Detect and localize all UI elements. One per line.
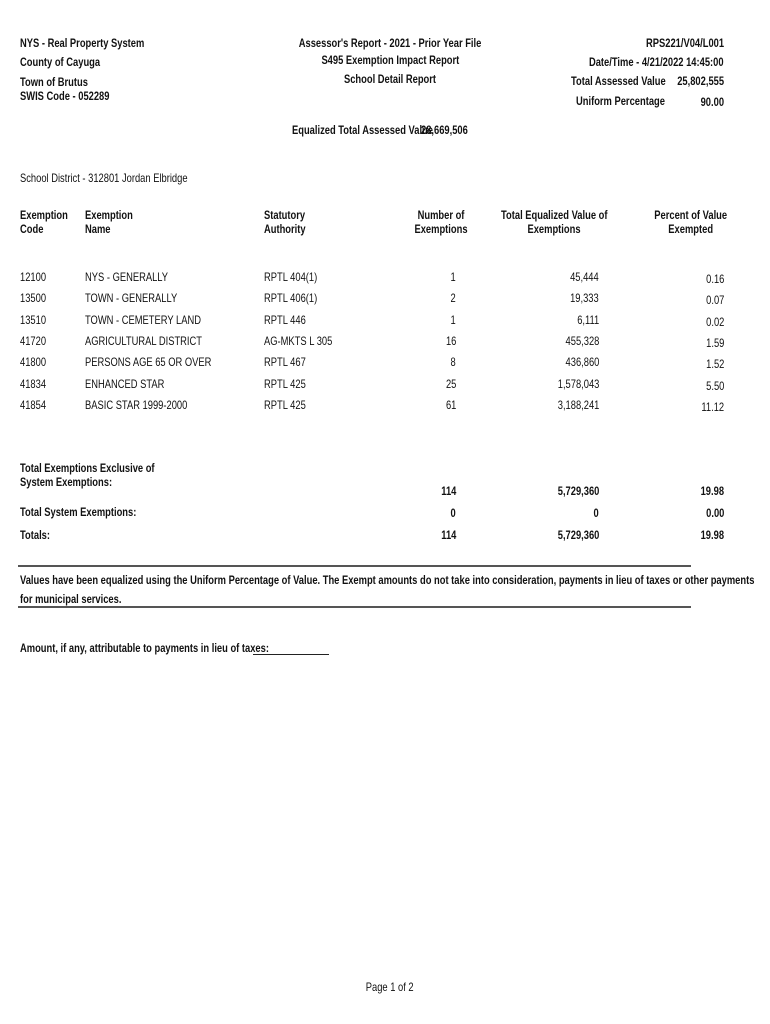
row-code: 41834	[20, 377, 47, 391]
uniform-pct-label: Uniform Percentage	[576, 94, 665, 108]
totals-percent: 19.98	[700, 528, 724, 542]
school-district: School District - 312801 Jordan Elbridge	[20, 171, 188, 185]
row-value: 19,333	[570, 291, 599, 305]
header-county: County of Cayuga	[20, 55, 101, 69]
row-percent: 1.59	[705, 336, 724, 350]
row-percent: 5.50	[705, 379, 724, 393]
row-number: 8	[450, 355, 456, 369]
row-number: 25	[445, 377, 456, 391]
note-top-rule	[18, 565, 691, 567]
row-code: 41800	[20, 355, 47, 369]
total-exclusive-label: Total Exemptions Exclusive of System Exemptions:	[20, 461, 155, 489]
header-system: NYS - Real Property System	[20, 36, 145, 50]
table-row	[0, 270, 770, 286]
totals-label: Totals:	[20, 528, 50, 542]
row-authority: RPTL 425	[264, 398, 306, 412]
total-assessed-label: Total Assessed Value	[571, 74, 666, 88]
row-name: TOWN - GENERALLY	[85, 291, 178, 305]
row-number: 2	[450, 291, 456, 305]
row-value: 1,578,043	[557, 377, 599, 391]
report-datetime: Date/Time - 4/21/2022 14:45:00	[589, 55, 724, 69]
pilot-label: Amount, if any, attributable to payments in lieu of taxes:	[20, 641, 269, 655]
row-percent: 0.16	[705, 272, 724, 286]
note-line-2: for municipal services.	[20, 592, 122, 606]
col-percent-header: Percent of Value Exempted	[654, 208, 728, 236]
row-name: BASIC STAR 1999-2000	[85, 398, 188, 412]
page-number: Page 1 of 2	[366, 980, 414, 994]
report-title: Assessor's Report - 2021 - Prior Year File	[298, 36, 482, 50]
total-exclusive-number: 114	[440, 484, 456, 498]
row-value: 6,111	[576, 313, 599, 327]
row-value: 3,188,241	[557, 398, 599, 412]
row-value: 436,860	[565, 355, 599, 369]
row-authority: AG-MKTS L 305	[264, 334, 333, 348]
uniform-pct-value: 90.00	[700, 95, 724, 109]
row-number: 61	[445, 398, 456, 412]
col-number-header: Number of Exemptions	[414, 208, 468, 236]
row-authority: RPTL 404(1)	[264, 270, 318, 284]
row-code: 41720	[20, 334, 47, 348]
row-code: 12100	[20, 270, 47, 284]
total-exclusive-percent: 19.98	[700, 484, 724, 498]
table-row	[0, 355, 770, 371]
row-authority: RPTL 406(1)	[264, 291, 318, 305]
col-value-header: Total Equalized Value of Exemptions	[500, 208, 608, 236]
total-system-value: 0	[593, 506, 599, 520]
pilot-blank-line	[253, 654, 329, 655]
total-exclusive-value: 5,729,360	[557, 484, 599, 498]
table-row	[0, 398, 770, 414]
row-name: ENHANCED STAR	[85, 377, 165, 391]
row-value: 45,444	[570, 270, 599, 284]
header-town: Town of Brutus	[20, 75, 88, 89]
row-value: 455,328	[565, 334, 599, 348]
report-type: School Detail Report	[343, 72, 437, 86]
row-authority: RPTL 446	[264, 313, 306, 327]
total-system-number: 0	[450, 506, 456, 520]
row-percent: 11.12	[701, 400, 724, 414]
row-number: 1	[450, 313, 456, 327]
note-line-1: Values have been equalized using the Uniform Percentage of Value. The Exempt amounts do not take into consideration, payments in lieu of taxes or other payments	[20, 573, 755, 587]
row-authority: RPTL 467	[264, 355, 306, 369]
row-number: 1	[450, 270, 456, 284]
row-name: AGRICULTURAL DISTRICT	[85, 334, 203, 348]
row-number: 16	[445, 334, 456, 348]
row-code: 41854	[20, 398, 47, 412]
row-code: 13500	[20, 291, 47, 305]
col-code-header: Exemption Code	[20, 208, 68, 236]
row-percent: 0.02	[705, 315, 724, 329]
col-authority-header: Statutory Authority	[264, 208, 306, 236]
totals-value: 5,729,360	[557, 528, 599, 542]
total-system-percent: 0.00	[705, 506, 724, 520]
row-name: TOWN - CEMETERY LAND	[85, 313, 201, 327]
totals-number: 114	[440, 528, 456, 542]
table-row	[0, 334, 770, 350]
total-assessed-value: 25,802,555	[677, 74, 724, 88]
equalized-value: 28,669,506	[421, 123, 468, 137]
row-name: NYS - GENERALLY	[85, 270, 169, 284]
report-subtitle: S495 Exemption Impact Report	[321, 53, 459, 67]
row-percent: 0.07	[705, 293, 724, 307]
row-authority: RPTL 425	[264, 377, 306, 391]
table-row	[0, 377, 770, 393]
note-bottom-rule	[18, 606, 691, 608]
header-swis: SWIS Code - 052289	[20, 89, 110, 103]
equalized-label: Equalized Total Assessed Value	[292, 123, 433, 137]
table-row	[0, 313, 770, 329]
report-id: RPS221/V04/L001	[645, 36, 724, 50]
table-row	[0, 291, 770, 307]
total-system-label: Total System Exemptions:	[20, 505, 137, 519]
row-code: 13510	[20, 313, 47, 327]
col-name-header: Exemption Name	[85, 208, 133, 236]
row-percent: 1.52	[705, 357, 724, 371]
row-name: PERSONS AGE 65 OR OVER	[85, 355, 212, 369]
